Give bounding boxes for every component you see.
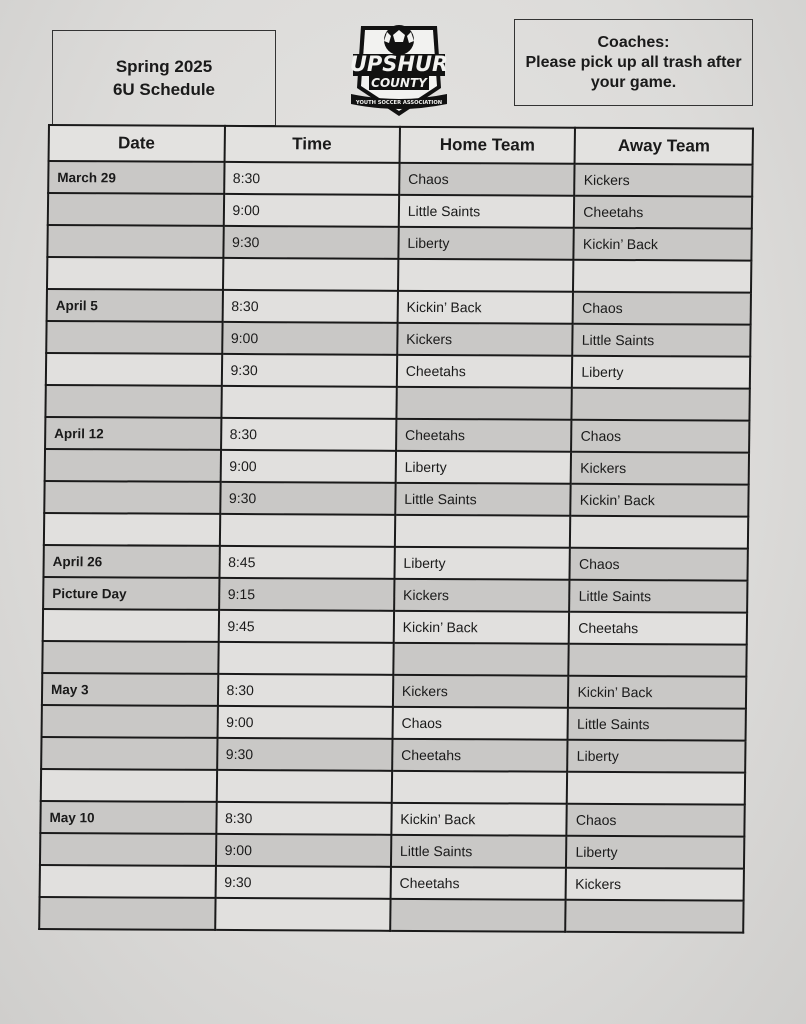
date-cell: March 29 (48, 161, 224, 194)
table-row (47, 257, 751, 293)
column-header-home-team: Home Team (399, 127, 575, 164)
time-cell: 9:00 (223, 194, 399, 227)
away-team-cell: Kickin’ Back (571, 484, 749, 517)
schedule-name: 6U Schedule (112, 80, 216, 99)
home-team-cell (398, 259, 574, 292)
away-team-cell (570, 516, 748, 549)
time-cell: 8:30 (216, 802, 392, 835)
notice-line: your game. (590, 73, 677, 91)
table-row (42, 705, 746, 741)
date-cell (43, 609, 219, 642)
table-row (46, 353, 750, 389)
home-team-cell: Kickin’ Back (394, 611, 570, 644)
time-cell (221, 386, 397, 419)
table-row (42, 641, 746, 677)
column-header-away-team: Away Team (575, 128, 753, 165)
date-cell (40, 833, 216, 866)
home-team-cell: Cheetahs (390, 867, 566, 900)
table-row (43, 545, 747, 581)
time-cell: 9:30 (215, 866, 391, 899)
logo-line2: COUNTY (371, 76, 427, 90)
home-team-cell: Little Saints (399, 195, 575, 228)
logo-line1: UPSHUR (349, 52, 449, 76)
table-row (45, 449, 749, 485)
schedule-table (38, 124, 754, 934)
home-team-cell: Liberty (395, 451, 571, 484)
table-header-row (49, 125, 753, 165)
time-cell: 9:30 (217, 738, 393, 771)
table-row (40, 801, 744, 837)
upshur-county-logo (347, 18, 451, 120)
date-cell (46, 321, 222, 354)
home-team-cell (396, 387, 572, 420)
date-cell (47, 225, 223, 258)
table-row (40, 833, 744, 869)
time-cell: 8:45 (219, 546, 395, 579)
date-cell (48, 193, 224, 226)
time-cell: 8:30 (224, 162, 400, 195)
time-cell (223, 258, 399, 291)
home-team-cell: Little Saints (395, 483, 571, 516)
away-team-cell: Liberty (572, 356, 750, 389)
away-team-cell: Chaos (567, 804, 745, 837)
time-cell (219, 514, 395, 547)
date-cell: May 10 (40, 801, 216, 834)
home-team-cell: Kickers (393, 675, 569, 708)
date-cell (39, 897, 215, 930)
away-team-cell: Chaos (571, 420, 749, 453)
time-cell: 9:15 (219, 578, 395, 611)
time-cell: 8:30 (222, 290, 398, 323)
time-cell (216, 770, 392, 803)
away-team-cell: Kickers (566, 868, 744, 901)
home-team-cell: Cheetahs (396, 419, 572, 452)
home-team-cell: Cheetahs (392, 739, 568, 772)
schedule-title-box (52, 30, 276, 126)
date-cell: April 5 (47, 289, 223, 322)
time-cell: 9:30 (220, 482, 396, 515)
home-team-cell: Kickers (394, 579, 570, 612)
away-team-cell: Little Saints (569, 580, 747, 613)
home-team-cell (393, 643, 569, 676)
home-team-cell: Chaos (392, 707, 568, 740)
date-cell: April 12 (45, 417, 221, 450)
table-row (47, 289, 751, 325)
away-team-cell: Liberty (566, 836, 744, 869)
time-cell: 9:00 (215, 834, 391, 867)
notice-title: Coaches: (597, 33, 670, 51)
time-cell: 8:30 (221, 418, 397, 451)
table-row (44, 481, 748, 517)
away-team-cell: Little Saints (568, 708, 746, 741)
away-team-cell: Cheetahs (569, 612, 747, 645)
away-team-cell (572, 388, 750, 421)
time-cell: 9:00 (222, 322, 398, 355)
home-team-cell: Kickers (397, 323, 573, 356)
table-row (41, 737, 745, 773)
home-team-cell (390, 899, 566, 932)
time-cell: 9:30 (223, 226, 399, 259)
date-cell: April 26 (43, 545, 219, 578)
time-cell: 9:00 (217, 706, 393, 739)
home-team-cell (395, 515, 571, 548)
column-header-date: Date (49, 125, 225, 162)
away-team-cell: Liberty (568, 740, 746, 773)
table-row (43, 577, 747, 613)
time-cell: 8:30 (217, 674, 393, 707)
away-team-cell: Kickin’ Back (568, 676, 746, 709)
away-team-cell: Cheetahs (574, 196, 752, 229)
away-team-cell: Chaos (570, 548, 748, 581)
date-cell: May 3 (42, 673, 218, 706)
home-team-cell (392, 771, 568, 804)
away-team-cell: Kickers (575, 164, 753, 197)
season-label: Spring 2025 (115, 57, 213, 76)
away-team-cell (569, 644, 747, 677)
table-row (40, 865, 744, 901)
away-team-cell: Kickers (571, 452, 749, 485)
table-row (48, 193, 752, 229)
date-cell (42, 705, 218, 738)
date-cell (45, 449, 221, 482)
column-header-time: Time (224, 126, 400, 163)
time-cell: 9:00 (220, 450, 396, 483)
away-team-cell: Kickin’ Back (574, 228, 752, 261)
away-team-cell: Little Saints (573, 324, 751, 357)
table-row (44, 513, 748, 549)
home-team-cell: Little Saints (391, 835, 567, 868)
date-cell (41, 737, 217, 770)
date-cell (47, 257, 223, 290)
time-cell: 9:30 (221, 354, 397, 387)
logo-line3: YOUTH SOCCER ASSOCIATION (355, 100, 443, 106)
home-team-cell: Kickin’ Back (397, 291, 573, 324)
schedule-body (39, 161, 752, 933)
home-team-cell: Cheetahs (397, 355, 573, 388)
table-row (42, 673, 746, 709)
table-row (41, 769, 745, 805)
home-team-cell: Liberty (398, 227, 574, 260)
table-row (48, 161, 752, 197)
home-team-cell: Chaos (399, 163, 575, 196)
table-row (45, 385, 749, 421)
time-cell (218, 642, 394, 675)
table-row (39, 897, 743, 933)
away-team-cell (567, 772, 745, 805)
date-cell (40, 865, 216, 898)
date-cell (45, 385, 221, 418)
table-row (46, 321, 750, 357)
away-team-cell (573, 260, 751, 293)
date-cell (44, 481, 220, 514)
home-team-cell: Liberty (394, 547, 570, 580)
date-cell (46, 353, 222, 386)
date-cell (41, 769, 217, 802)
away-team-cell (566, 900, 744, 933)
table-row (45, 417, 749, 453)
soccer-ball-icon (384, 25, 414, 55)
date-cell (42, 641, 218, 674)
home-team-cell: Kickin’ Back (391, 803, 567, 836)
coaches-notice (514, 19, 753, 106)
table-row (47, 225, 751, 261)
date-cell: Picture Day (43, 577, 219, 610)
away-team-cell: Chaos (573, 292, 751, 325)
time-cell: 9:45 (218, 610, 394, 643)
time-cell (215, 898, 391, 931)
table-row (43, 609, 747, 645)
notice-line: Please pick up all trash after (525, 53, 742, 71)
date-cell (44, 513, 220, 546)
